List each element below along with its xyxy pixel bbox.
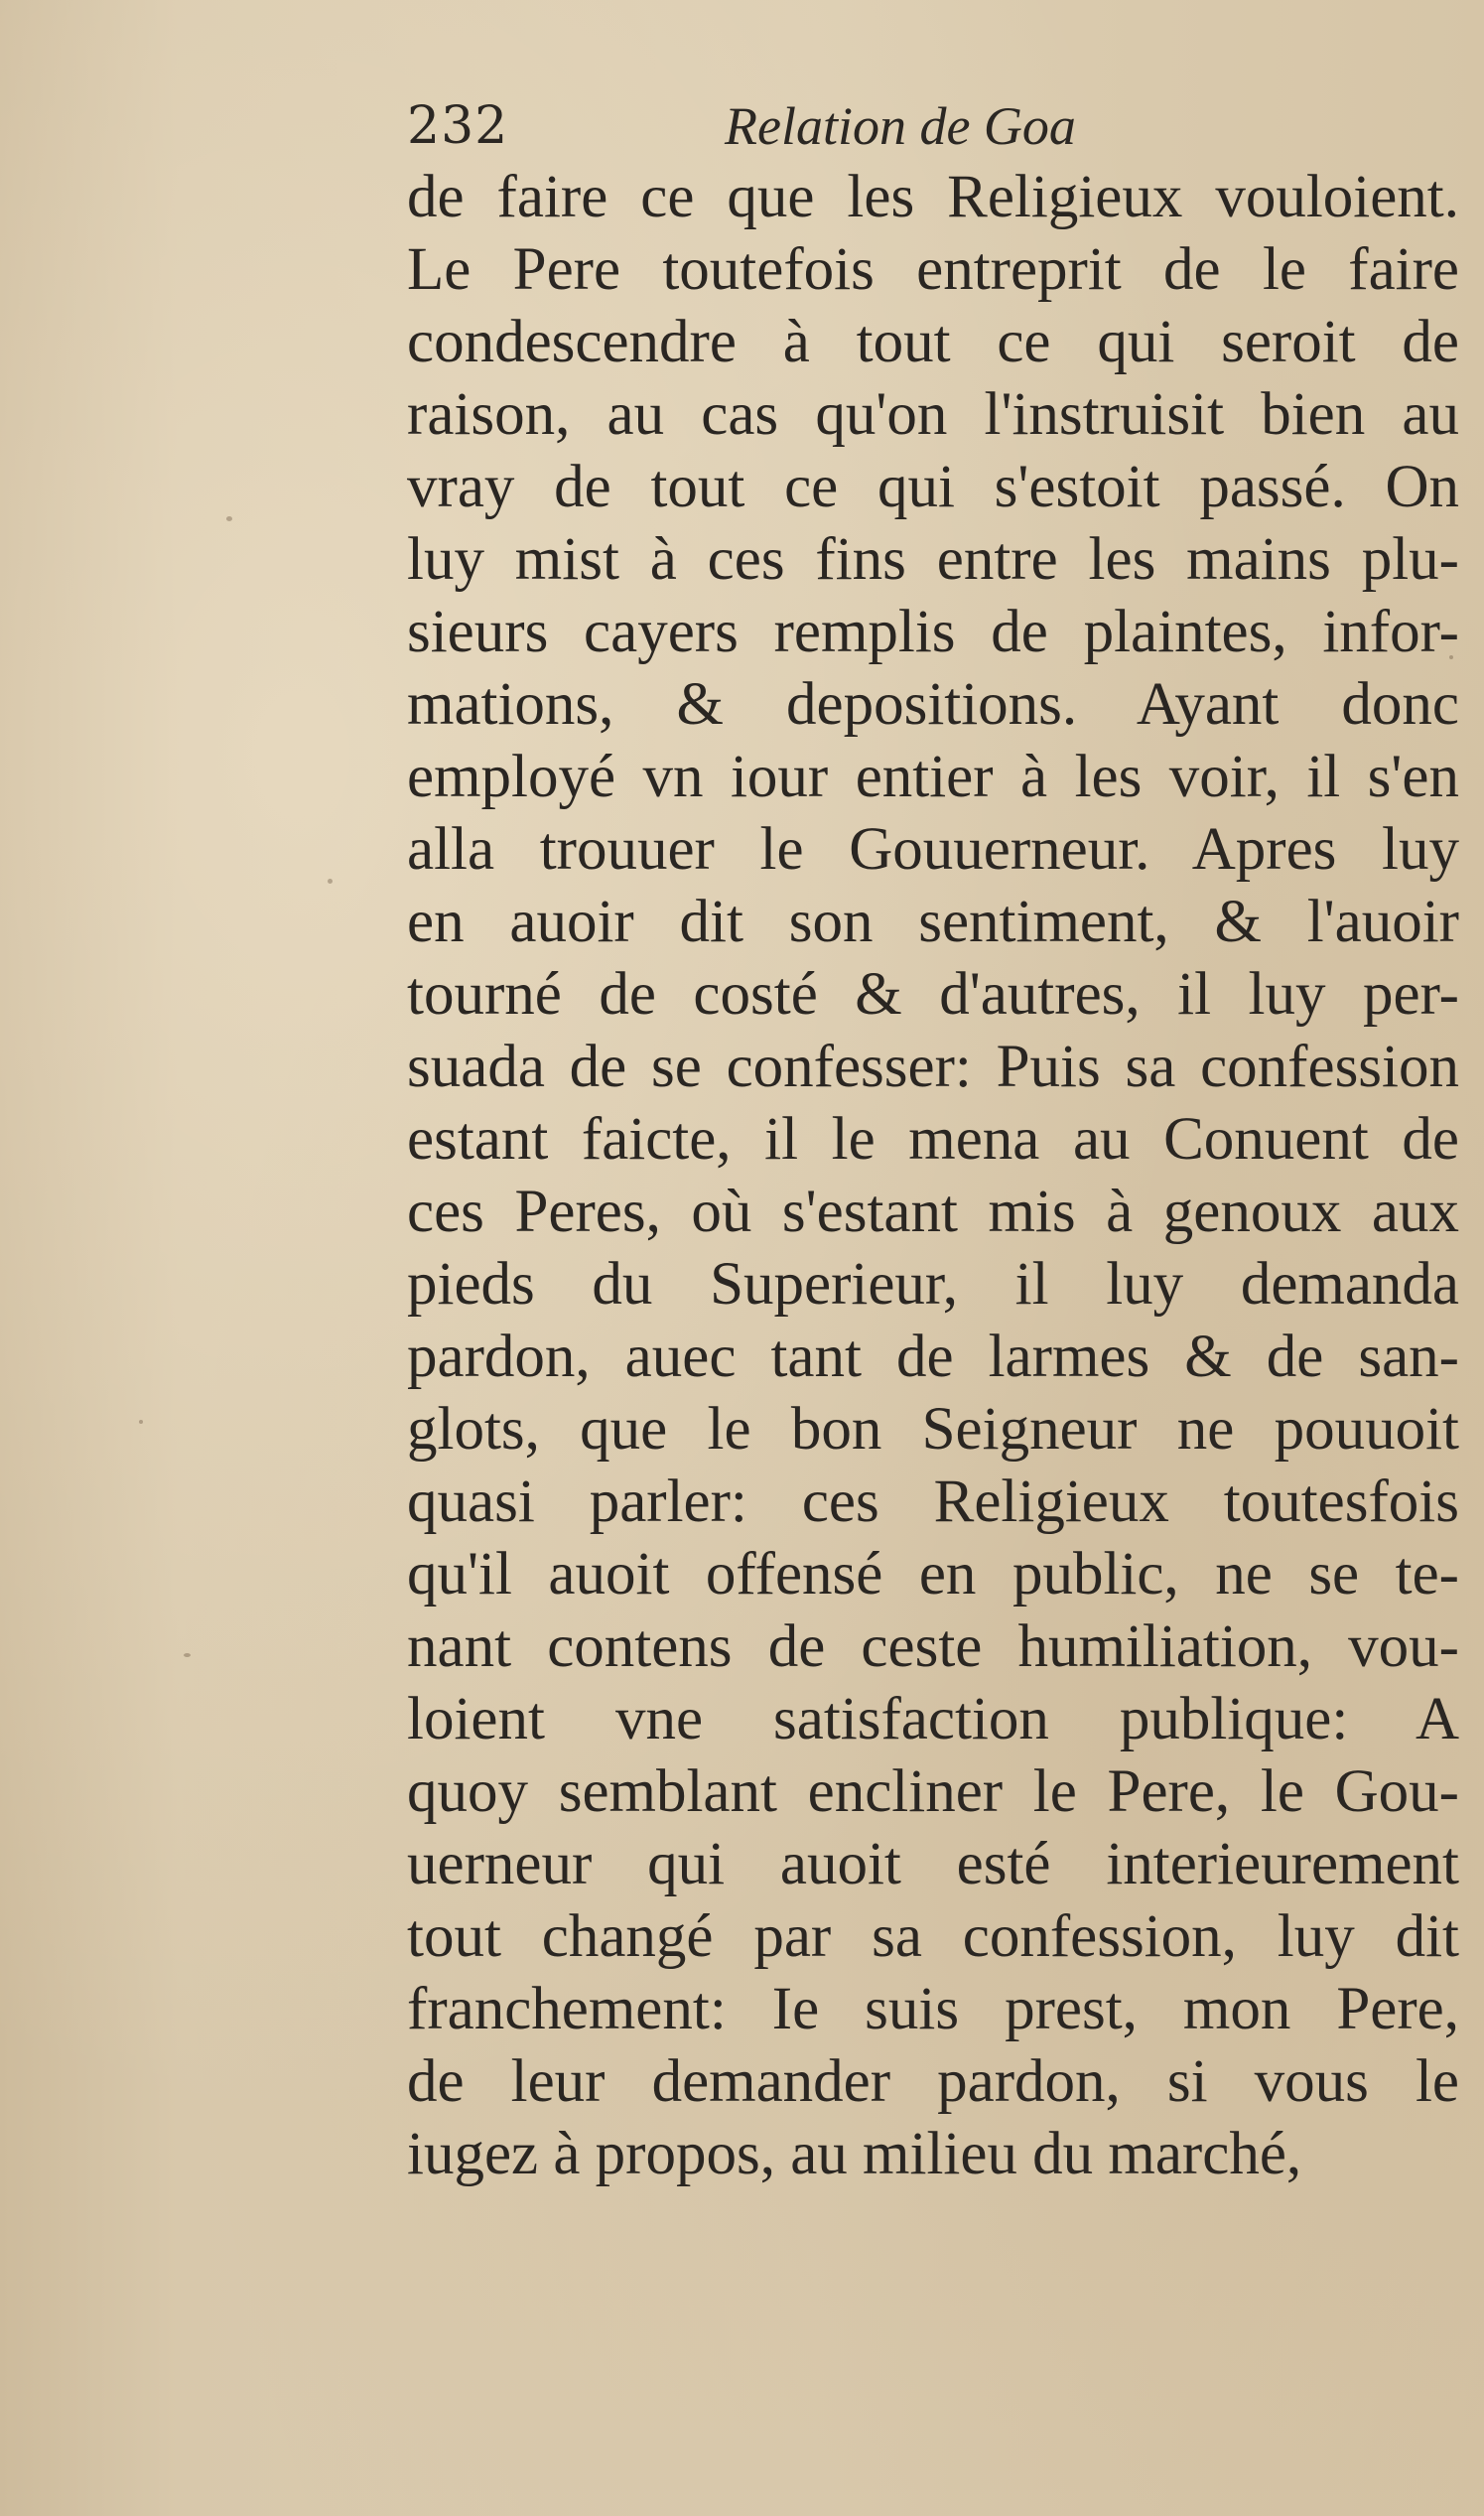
- text-line: pardon, auec tant de larmes & de san-: [407, 1324, 1459, 1390]
- text-line: alla trouuer le Gouuerneur. Apres luy: [407, 816, 1459, 883]
- running-head: Relation de Goa: [725, 96, 1076, 156]
- paper-speck: [139, 1420, 143, 1424]
- text-line: de faire ce que les Religieux vouloient.: [407, 164, 1459, 230]
- text-line: vray de tout ce qui s'estoit passé. On: [407, 454, 1459, 520]
- text-line: franchement: Ie suis prest, mon Pere,: [407, 1976, 1459, 2042]
- body-text: [407, 161, 1459, 2190]
- text-line: luy mist à ces fins entre les mains plu-: [407, 526, 1459, 593]
- text-line: tourné de costé & d'autres, il luy per-: [407, 961, 1459, 1028]
- page-header: [407, 95, 1161, 157]
- text-line: de leur demander pardon, si vous le: [407, 2048, 1459, 2115]
- text-line: loient vne satisfaction publique: A: [407, 1686, 1459, 1752]
- page-number: 232: [407, 96, 509, 156]
- text-line: sieurs cayers remplis de plaintes, infor-: [407, 599, 1459, 665]
- paper-speck: [328, 879, 333, 884]
- text-line: mations, & depositions. Ayant donc: [407, 671, 1459, 738]
- text-line: en auoir dit son sentiment, & l'auoir: [407, 889, 1459, 955]
- text-line: quasi parler: ces Religieux toutesfois: [407, 1468, 1459, 1535]
- text-line: suada de se confesser: Puis sa confession: [407, 1034, 1459, 1100]
- text-line: pieds du Superieur, il luy demanda: [407, 1251, 1459, 1318]
- text-line: quoy semblant encliner le Pere, le Gou-: [407, 1758, 1459, 1825]
- text-line: estant faicte, il le mena au Conuent de: [407, 1106, 1459, 1173]
- paper-speck: [184, 1653, 191, 1657]
- text-line: tout changé par sa confession, luy dit: [407, 1903, 1459, 1970]
- text-line: Le Pere toutefois entreprit de le faire: [407, 236, 1459, 303]
- text-line: employé vn iour entier à les voir, il s'en: [407, 744, 1459, 810]
- text-line: glots, que le bon Seigneur ne pouuoit: [407, 1396, 1459, 1463]
- text-line: ces Peres, où s'estant mis à genoux aux: [407, 1179, 1459, 1245]
- text-line: uerneur qui auoit esté interieurement: [407, 1831, 1459, 1897]
- text-line: qu'il auoit offensé en public, ne se te-: [407, 1541, 1459, 1607]
- text-line: raison, au cas qu'on l'instruisit bien au: [407, 381, 1459, 448]
- text-line: condescendre à tout ce qui seroit de: [407, 309, 1459, 375]
- text-line: nant contens de ceste humiliation, vou-: [407, 1613, 1459, 1680]
- paper-speck: [226, 516, 232, 521]
- text-line: iugez à propos, au milieu du marché,: [407, 2121, 1302, 2187]
